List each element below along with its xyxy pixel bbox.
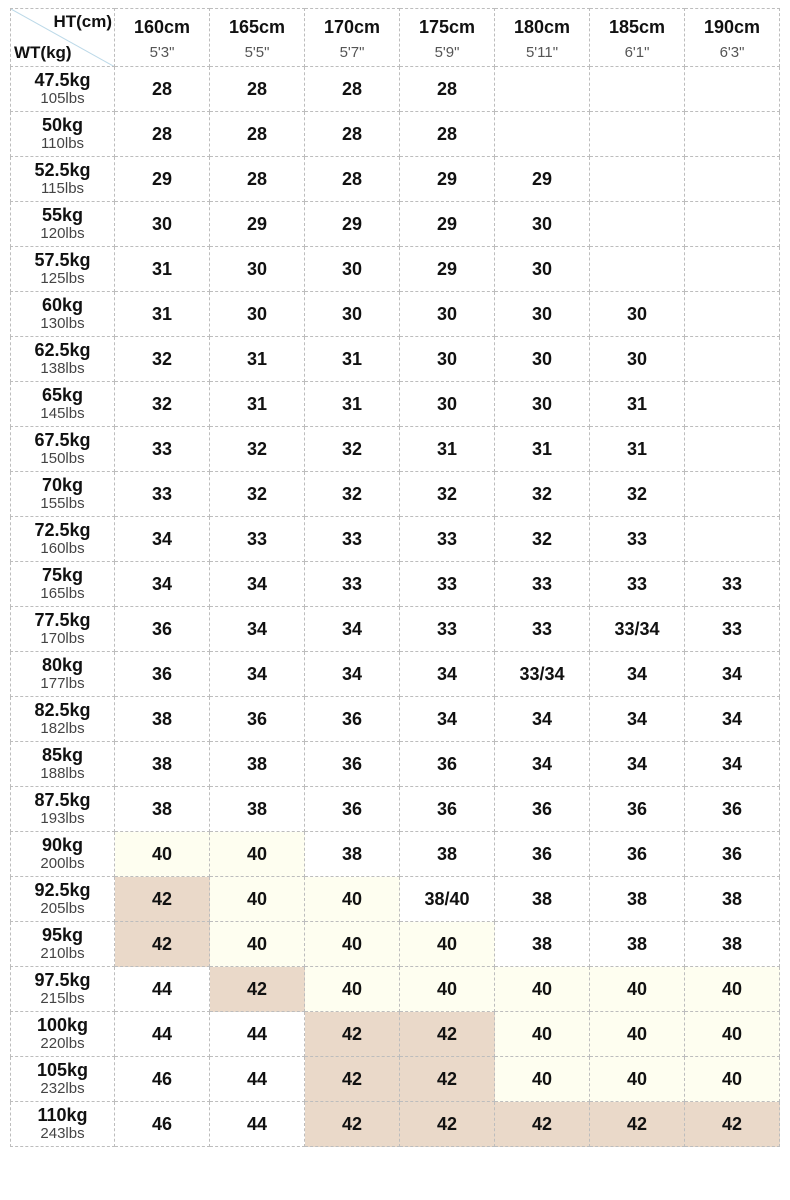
weight-kg-label: 82.5kg: [34, 700, 91, 720]
size-cell: 42: [305, 1012, 400, 1057]
weight-lbs-label: 150lbs: [40, 450, 85, 467]
size-cell: [685, 67, 780, 112]
size-cell: 30: [495, 382, 590, 427]
table-row: [11, 652, 780, 697]
weight-kg-label: 50kg: [41, 115, 84, 135]
weight-lbs-label: 115lbs: [40, 180, 85, 197]
weight-lbs-label: 210lbs: [40, 945, 85, 962]
weight-lbs-label: 105lbs: [40, 90, 85, 107]
size-cell: 33: [590, 517, 685, 562]
size-cell: 32: [495, 472, 590, 517]
size-cell: 32: [495, 517, 590, 562]
size-cell: 31: [400, 427, 495, 472]
weight-row-header: [11, 1057, 115, 1102]
table-row: [11, 562, 780, 607]
height-axis-label: HT(cm): [53, 12, 112, 31]
weight-kg-label: 70kg: [41, 475, 84, 495]
table-row: [11, 967, 780, 1012]
size-cell: [590, 247, 685, 292]
size-cell: 34: [400, 697, 495, 742]
size-cell: 36: [495, 832, 590, 877]
size-cell: 28: [115, 112, 210, 157]
size-cell: 28: [305, 112, 400, 157]
size-cell: 34: [115, 562, 210, 607]
weight-kg-label: 80kg: [41, 655, 84, 675]
size-cell: 42: [685, 1102, 780, 1147]
size-cell: 38: [305, 832, 400, 877]
weight-kg-label: 57.5kg: [34, 250, 91, 270]
weight-lbs-label: 160lbs: [40, 540, 85, 557]
table-body: [11, 67, 780, 1147]
height-ft-label: 6'1": [624, 44, 650, 61]
size-cell: 44: [115, 1012, 210, 1057]
height-cm-label: 190cm: [703, 17, 761, 37]
weight-row-header: [11, 787, 115, 832]
size-cell: 30: [400, 292, 495, 337]
size-cell: 40: [495, 1012, 590, 1057]
weight-lbs-label: 193lbs: [40, 810, 85, 827]
size-cell: 30: [495, 202, 590, 247]
weight-kg-label: 77.5kg: [34, 610, 91, 630]
size-cell: 40: [400, 922, 495, 967]
weight-kg-label: 75kg: [41, 565, 84, 585]
size-cell: 38: [115, 742, 210, 787]
height-ft-label: 6'3": [719, 44, 745, 61]
size-cell: 38: [115, 697, 210, 742]
size-cell: 44: [210, 1012, 305, 1057]
size-cell: 28: [115, 67, 210, 112]
weight-row-header: [11, 247, 115, 292]
size-cell: 36: [590, 832, 685, 877]
weight-kg-label: 67.5kg: [34, 430, 91, 450]
weight-kg-label: 55kg: [41, 205, 84, 225]
size-cell: 32: [590, 472, 685, 517]
size-cell: 34: [590, 697, 685, 742]
size-cell: 38: [685, 877, 780, 922]
weight-kg-label: 92.5kg: [34, 880, 91, 900]
weight-row-header: [11, 562, 115, 607]
weight-kg-label: 105kg: [36, 1060, 89, 1080]
size-cell: 40: [685, 1057, 780, 1102]
size-cell: 31: [495, 427, 590, 472]
size-cell: 42: [210, 967, 305, 1012]
size-table: [10, 8, 780, 1147]
size-cell: 36: [210, 697, 305, 742]
table-row: [11, 1102, 780, 1147]
header-row: [11, 9, 780, 67]
weight-lbs-label: 232lbs: [40, 1080, 85, 1097]
table-row: [11, 877, 780, 922]
size-cell: 28: [400, 112, 495, 157]
size-cell: 32: [305, 427, 400, 472]
size-cell: 33/34: [495, 652, 590, 697]
weight-row-header: [11, 337, 115, 382]
size-cell: 34: [210, 607, 305, 652]
weight-lbs-label: 130lbs: [40, 315, 85, 332]
size-cell: 33: [400, 607, 495, 652]
height-cm-label: 180cm: [513, 17, 571, 37]
height-column-header: [305, 9, 400, 67]
weight-lbs-label: 120lbs: [40, 225, 85, 242]
size-cell: 33: [305, 562, 400, 607]
size-cell: 33: [590, 562, 685, 607]
size-cell: 46: [115, 1057, 210, 1102]
size-cell: 38: [210, 787, 305, 832]
weight-row-header: [11, 157, 115, 202]
weight-row-header: [11, 292, 115, 337]
weight-kg-label: 60kg: [41, 295, 84, 315]
size-cell: 29: [400, 157, 495, 202]
height-column-header: [495, 9, 590, 67]
height-column-header: [590, 9, 685, 67]
weight-row-header: [11, 877, 115, 922]
height-ft-label: 5'9": [434, 44, 460, 61]
size-cell: 32: [400, 472, 495, 517]
size-cell: 34: [685, 652, 780, 697]
size-cell: 40: [115, 832, 210, 877]
size-cell: 36: [305, 787, 400, 832]
size-cell: 30: [590, 337, 685, 382]
weight-lbs-label: 177lbs: [40, 675, 85, 692]
size-cell: 28: [210, 67, 305, 112]
weight-row-header: [11, 517, 115, 562]
weight-kg-label: 47.5kg: [34, 70, 91, 90]
size-cell: 40: [495, 1057, 590, 1102]
size-cell: 29: [210, 202, 305, 247]
height-ft-label: 5'3": [149, 44, 175, 61]
size-cell: 40: [305, 877, 400, 922]
table-row: [11, 67, 780, 112]
size-cell: 38: [400, 832, 495, 877]
size-cell: 32: [115, 337, 210, 382]
size-cell: 44: [210, 1102, 305, 1147]
weight-row-header: [11, 652, 115, 697]
size-cell: 30: [210, 247, 305, 292]
size-cell: [685, 472, 780, 517]
height-ft-label: 5'11": [525, 44, 559, 61]
weight-kg-label: 97.5kg: [34, 970, 91, 990]
size-cell: 42: [495, 1102, 590, 1147]
size-cell: 40: [305, 967, 400, 1012]
table-row: [11, 202, 780, 247]
size-cell: 42: [115, 922, 210, 967]
weight-lbs-label: 188lbs: [40, 765, 85, 782]
size-cell: 34: [115, 517, 210, 562]
table-row: [11, 787, 780, 832]
size-cell: 34: [590, 652, 685, 697]
weight-row-header: [11, 832, 115, 877]
size-cell: 42: [305, 1102, 400, 1147]
size-cell: 28: [305, 157, 400, 202]
size-cell: 34: [590, 742, 685, 787]
size-cell: 31: [115, 247, 210, 292]
table-row: [11, 112, 780, 157]
size-cell: 30: [305, 292, 400, 337]
size-cell: 36: [115, 607, 210, 652]
size-cell: 33/34: [590, 607, 685, 652]
weight-kg-label: 85kg: [41, 745, 84, 765]
size-cell: 40: [210, 922, 305, 967]
table-row: [11, 382, 780, 427]
weight-row-header: [11, 67, 115, 112]
size-cell: [685, 337, 780, 382]
size-cell: 38: [685, 922, 780, 967]
size-cell: 38: [495, 877, 590, 922]
size-cell: 33: [685, 607, 780, 652]
size-cell: [685, 112, 780, 157]
size-cell: 40: [590, 1057, 685, 1102]
size-cell: 36: [400, 742, 495, 787]
size-cell: 34: [685, 697, 780, 742]
height-cm-label: 175cm: [418, 17, 476, 37]
weight-lbs-label: 170lbs: [40, 630, 85, 647]
size-cell: 42: [305, 1057, 400, 1102]
table-row: [11, 157, 780, 202]
weight-lbs-label: 200lbs: [40, 855, 85, 872]
size-cell: 38: [495, 922, 590, 967]
weight-kg-label: 72.5kg: [34, 520, 91, 540]
height-column-header: [400, 9, 495, 67]
size-cell: 28: [400, 67, 495, 112]
table-row: [11, 337, 780, 382]
size-cell: 29: [305, 202, 400, 247]
size-cell: 34: [210, 562, 305, 607]
table-row: [11, 697, 780, 742]
weight-row-header: [11, 427, 115, 472]
weight-kg-label: 110kg: [37, 1105, 88, 1125]
size-cell: 36: [115, 652, 210, 697]
size-cell: 30: [400, 382, 495, 427]
corner-header-cell: [11, 9, 115, 67]
weight-row-header: [11, 382, 115, 427]
size-cell: 31: [590, 427, 685, 472]
size-cell: [685, 427, 780, 472]
size-cell: 30: [305, 247, 400, 292]
size-cell: [685, 292, 780, 337]
table-row: [11, 517, 780, 562]
height-column-header: [210, 9, 305, 67]
weight-row-header: [11, 1012, 115, 1057]
height-column-header: [115, 9, 210, 67]
size-cell: 31: [210, 337, 305, 382]
weight-lbs-label: 155lbs: [40, 495, 85, 512]
size-cell: [495, 67, 590, 112]
size-cell: 36: [305, 697, 400, 742]
size-cell: 33: [115, 472, 210, 517]
size-cell: 34: [685, 742, 780, 787]
weight-kg-label: 90kg: [41, 835, 84, 855]
size-cell: 34: [305, 607, 400, 652]
size-cell: 30: [210, 292, 305, 337]
size-cell: 30: [495, 247, 590, 292]
size-cell: [685, 202, 780, 247]
size-cell: 44: [210, 1057, 305, 1102]
size-cell: 31: [590, 382, 685, 427]
weight-kg-label: 100kg: [36, 1015, 89, 1035]
size-cell: 30: [590, 292, 685, 337]
size-cell: 40: [210, 832, 305, 877]
size-cell: 33: [495, 562, 590, 607]
size-cell: [685, 517, 780, 562]
size-cell: 42: [400, 1102, 495, 1147]
weight-lbs-label: 243lbs: [40, 1125, 85, 1142]
size-cell: 32: [210, 427, 305, 472]
size-cell: 31: [115, 292, 210, 337]
height-column-header: [685, 9, 780, 67]
size-cell: [590, 202, 685, 247]
size-cell: 40: [590, 1012, 685, 1057]
size-cell: [590, 67, 685, 112]
size-cell: 46: [115, 1102, 210, 1147]
height-cm-label: 185cm: [608, 17, 666, 37]
size-cell: 31: [210, 382, 305, 427]
table-row: [11, 607, 780, 652]
weight-lbs-label: 182lbs: [40, 720, 85, 737]
size-cell: 44: [115, 967, 210, 1012]
size-cell: 29: [115, 157, 210, 202]
weight-row-header: [11, 922, 115, 967]
size-cell: 38: [590, 922, 685, 967]
size-cell: 33: [400, 517, 495, 562]
size-cell: 28: [305, 67, 400, 112]
weight-lbs-label: 165lbs: [40, 585, 85, 602]
size-cell: 31: [305, 337, 400, 382]
weight-kg-label: 62.5kg: [34, 340, 91, 360]
size-cell: 30: [495, 337, 590, 382]
size-cell: 34: [400, 652, 495, 697]
table-row: [11, 427, 780, 472]
size-cell: [590, 112, 685, 157]
size-cell: [495, 112, 590, 157]
table-row: [11, 742, 780, 787]
table-row: [11, 832, 780, 877]
size-cell: 34: [210, 652, 305, 697]
table-row: [11, 1057, 780, 1102]
weight-row-header: [11, 697, 115, 742]
weight-row-header: [11, 472, 115, 517]
size-cell: 33: [685, 562, 780, 607]
size-cell: 30: [495, 292, 590, 337]
weight-kg-label: 87.5kg: [34, 790, 91, 810]
weight-row-header: [11, 967, 115, 1012]
size-cell: 29: [400, 202, 495, 247]
weight-lbs-label: 125lbs: [40, 270, 85, 287]
size-cell: 33: [305, 517, 400, 562]
weight-lbs-label: 145lbs: [40, 405, 85, 422]
size-cell: 36: [590, 787, 685, 832]
size-cell: 36: [685, 787, 780, 832]
size-cell: 40: [495, 967, 590, 1012]
height-cm-label: 160cm: [133, 17, 191, 37]
size-cell: [685, 382, 780, 427]
height-ft-label: 5'7": [339, 44, 365, 61]
weight-row-header: [11, 742, 115, 787]
size-cell: 40: [210, 877, 305, 922]
weight-lbs-label: 138lbs: [40, 360, 85, 377]
size-cell: 31: [305, 382, 400, 427]
size-cell: 34: [495, 697, 590, 742]
size-cell: 30: [115, 202, 210, 247]
weight-axis-label: WT(kg): [14, 43, 72, 62]
weight-row-header: [11, 1102, 115, 1147]
table-row: [11, 472, 780, 517]
table-row: [11, 1012, 780, 1057]
size-cell: 32: [210, 472, 305, 517]
size-cell: [590, 157, 685, 202]
size-cell: 36: [305, 742, 400, 787]
height-cm-label: 170cm: [323, 17, 381, 37]
size-cell: 28: [210, 157, 305, 202]
size-cell: 38/40: [400, 877, 495, 922]
size-cell: 36: [685, 832, 780, 877]
weight-kg-label: 52.5kg: [34, 160, 91, 180]
size-cell: 29: [400, 247, 495, 292]
size-cell: 42: [400, 1057, 495, 1102]
size-cell: [685, 157, 780, 202]
size-cell: 38: [590, 877, 685, 922]
size-cell: 40: [400, 967, 495, 1012]
size-chart: [10, 8, 780, 1147]
size-cell: 33: [400, 562, 495, 607]
table-row: [11, 922, 780, 967]
weight-kg-label: 65kg: [41, 385, 84, 405]
height-cm-label: 165cm: [228, 17, 286, 37]
size-cell: 40: [305, 922, 400, 967]
size-cell: 36: [400, 787, 495, 832]
weight-lbs-label: 205lbs: [40, 900, 85, 917]
size-cell: 40: [685, 1012, 780, 1057]
size-cell: 40: [685, 967, 780, 1012]
size-cell: 29: [495, 157, 590, 202]
weight-lbs-label: 220lbs: [40, 1035, 85, 1052]
size-cell: 28: [210, 112, 305, 157]
size-cell: 33: [210, 517, 305, 562]
weight-lbs-label: 215lbs: [40, 990, 85, 1007]
size-cell: 40: [590, 967, 685, 1012]
weight-kg-label: 95kg: [41, 925, 84, 945]
size-cell: [685, 247, 780, 292]
size-cell: 42: [115, 877, 210, 922]
weight-row-header: [11, 202, 115, 247]
size-cell: 38: [115, 787, 210, 832]
table-row: [11, 292, 780, 337]
size-cell: 33: [495, 607, 590, 652]
size-cell: 42: [590, 1102, 685, 1147]
size-cell: 30: [400, 337, 495, 382]
size-cell: 42: [400, 1012, 495, 1057]
size-cell: 33: [115, 427, 210, 472]
size-cell: 32: [305, 472, 400, 517]
size-cell: 38: [210, 742, 305, 787]
weight-row-header: [11, 607, 115, 652]
table-row: [11, 247, 780, 292]
height-ft-label: 5'5": [244, 44, 270, 61]
weight-row-header: [11, 112, 115, 157]
size-cell: 36: [495, 787, 590, 832]
weight-lbs-label: 110lbs: [40, 135, 85, 152]
size-cell: 34: [495, 742, 590, 787]
size-cell: 32: [115, 382, 210, 427]
size-cell: 34: [305, 652, 400, 697]
